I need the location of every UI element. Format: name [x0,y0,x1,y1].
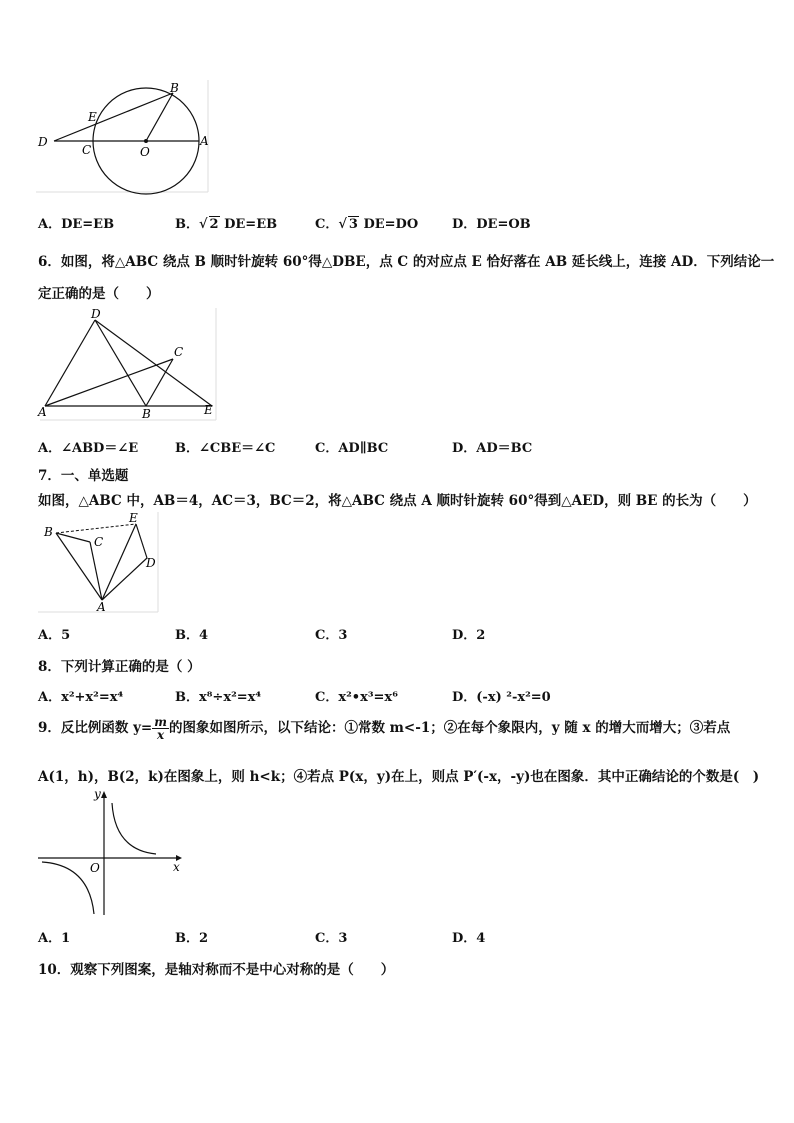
q8-option-d[interactable]: D．(-x) ²-x²=0 [452,690,551,705]
label-x: x [173,860,180,874]
q7-option-d[interactable]: D．2 [452,628,486,643]
figure-q5 [36,80,216,195]
label-A: A [97,600,106,614]
fraction-m-over-x [152,716,169,741]
label-D: D [91,308,101,321]
q7-option-c[interactable]: C．3 [315,628,348,643]
q5-option-b-rest: DE=EB [224,217,278,232]
figure-q6 [36,308,220,423]
q10-stem-line1: 10．观察下列图案，是轴对称而不是中心对称的是（ ） [38,962,395,978]
fraction-denominator: x [157,728,165,742]
q5-option-b-prefix: B． [175,217,199,232]
q5-option-c-root: 3 [348,217,358,232]
q6-option-b[interactable]: B．∠CBE＝∠C [175,441,276,456]
q8-option-b[interactable]: B．x⁸÷x²=x⁴ [175,690,262,705]
q5-option-c[interactable] [315,213,418,232]
label-E: E [129,512,138,525]
q5-option-b-root: 2 [209,217,219,232]
fraction-numerator: m [154,715,167,729]
q5-option-c-rest: DE=DO [363,217,419,232]
label-B: B [170,81,179,95]
label-y: y [94,788,101,801]
label-D: D [146,556,156,570]
q5-option-a[interactable]: A．DE=EB [38,217,115,232]
label-A: A [200,134,209,148]
q7-stem-line1: 如图，△ABC 中，AB＝4，AC＝3，BC＝2，将△ABC 绕点 A 顺时针旋转 60°得到△AED，则 BE 的长为（ ） [38,493,757,509]
figure-q7 [36,512,162,616]
label-D: D [38,135,48,149]
q8-stem-line1: 8．下列计算正确的是（ ） [38,659,201,675]
label-B: B [44,525,53,539]
q6-option-d[interactable]: D．AD＝BC [452,441,533,456]
q5-option-b[interactable] [175,213,277,232]
q9-option-c[interactable]: C．3 [315,931,348,946]
q5-option-d[interactable]: D．DE=OB [452,217,531,232]
figure-q9 [36,788,186,918]
label-C: C [94,535,104,549]
label-E: E [88,110,97,124]
label-O: O [90,861,100,875]
sqrt-symbol: √ [338,217,347,232]
q7-heading: 7．一、单选题 [38,468,129,484]
q9-option-a[interactable]: A．1 [38,931,71,946]
q7-option-b[interactable]: B．4 [175,628,209,643]
label-C: C [82,143,92,157]
q6-option-c[interactable]: C．AD∥BC [315,441,389,456]
sqrt-symbol: √ [199,217,208,232]
q9-option-b[interactable]: B．2 [175,931,209,946]
q9-stem-line2: A(1，h)，B(2，k)在图象上，则 h<k；④若点 P(x，y)在上，则点 P′(-x，-y)也在图象．其中正确结论的个数是( ) [38,769,760,785]
q9-stem-post: 的图象如图所示，以下结论：①常数 m<-1；②在每个象限内，y 随 x 的增大而增大；③若点 [168,720,731,736]
label-E: E [204,403,213,417]
q6-stem-line2: 定正确的是（ ） [38,286,160,302]
q9-stem-pre: 9．反比例函数 y= [38,720,153,736]
q8-option-a[interactable]: A．x²+x²=x⁴ [38,690,124,705]
q8-option-c[interactable]: C．x²•x³=x⁶ [315,690,398,705]
label-A: A [38,405,47,419]
q9-option-d[interactable]: D．4 [452,931,486,946]
q5-option-c-prefix: C． [315,217,339,232]
label-O: O [140,145,150,159]
label-B: B [142,407,151,421]
q6-option-a[interactable]: A．∠ABD＝∠E [38,441,139,456]
q9-stem-line1 [38,716,730,741]
q7-option-a[interactable]: A．5 [38,628,71,643]
label-C: C [174,345,184,359]
q6-stem-line1: 6．如图，将△ABC 绕点 B 顺时针旋转 60°得△DBE，点 C 的对应点 E 恰好落在 AB 延长线上，连接 AD．下列结论一 [38,254,775,270]
